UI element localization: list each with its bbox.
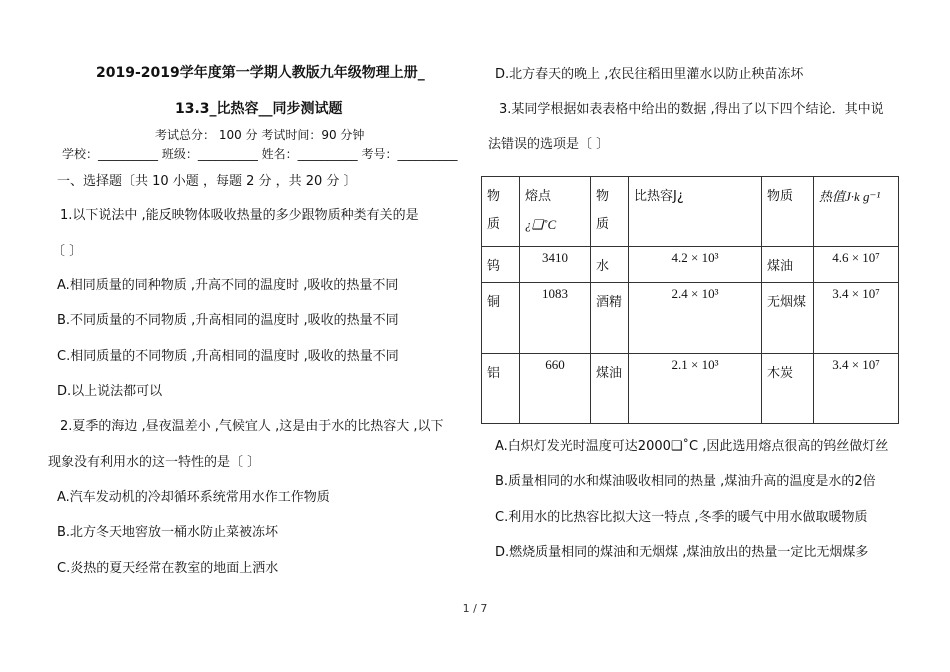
table-row (482, 283, 899, 354)
q2-option-c: C.炎热的夏天经常在教室的地面上洒水 (57, 561, 279, 576)
header-substance-3: 物质 (762, 177, 814, 247)
header-heat-value: 热值J·k g⁻¹ (814, 177, 899, 247)
row2-substance-2: 酒精 (591, 283, 629, 354)
header-substance-1: 物 质 (482, 177, 520, 247)
q3-stem-line-1: 3.某同学根据如表表格中给出的数据 ,得出了以下四个结论．其中说 (499, 102, 884, 117)
q2-option-b: B.北方冬天地窖放一桶水防止菜被冻坏 (57, 525, 279, 540)
section-heading: 一、选择题〔共 10 小题 ，每题 2 分 ，共 20 分 〕 (57, 174, 357, 189)
row3-melting: 660 (520, 354, 591, 424)
q2-option-d: D.北方春天的晚上 ,农民往稻田里灌水以防止秧苗冻坏 (495, 67, 804, 82)
q1-option-a: A.相同质量的同种物质 ,升高不同的温度时 ,吸收的热量不同 (57, 278, 399, 293)
header-melting-unit: ¿❑˚C (525, 217, 557, 232)
row2-substance-1: 铜 (482, 283, 520, 354)
q3-option-c: C.利用水的比热容比拟大这一特点 ,冬季的暖气中用水做取暖物质 (495, 510, 868, 525)
exam-info: 考试总分： 100 分 考试时间：90 分钟 (155, 128, 365, 142)
header-specific-heat: 比热容J¿ (629, 177, 762, 247)
table-row (482, 247, 899, 283)
q3-stem-line-2: 法错误的选项是〔 〕 (488, 137, 610, 152)
row2-specific-heat: 2.4 × 10³ (629, 283, 762, 354)
row3-heat-value: 3.4 × 10⁷ (814, 354, 899, 424)
q1-option-b: B.不同质量的不同物质 ,升高相同的温度时 ,吸收的热量不同 (57, 313, 399, 328)
row3-specific-heat: 2.1 × 10³ (629, 354, 762, 424)
header-melting-label: 熔点 (525, 189, 552, 204)
q3-option-d: D.燃烧质量相同的煤油和无烟煤 ,煤油放出的热量一定比无烟煤多 (495, 545, 869, 560)
q2-option-a: A.汽车发动机的冷却循环系统常用水作工作物质 (57, 490, 330, 505)
row3-substance-2: 煤油 (591, 354, 629, 424)
row3-substance-3: 木炭 (762, 354, 814, 424)
row1-substance-2: 水 (591, 247, 629, 283)
row1-specific-heat: 4.2 × 10³ (629, 247, 762, 283)
header-melting-point (520, 177, 591, 247)
row1-heat-value: 4.6 × 10⁷ (814, 247, 899, 283)
table-header-row (482, 177, 899, 247)
q1-option-c: C.相同质量的不同物质 ,升高相同的温度时 ,吸收的热量不同 (57, 349, 399, 364)
title-line-1: 2019-2019学年度第一学期人教版九年级物理上册_ (96, 65, 425, 81)
row3-substance-1: 铝 (482, 354, 520, 424)
q1-stem: 1.以下说法中 ,能反映物体吸收热量的多少跟物质种类有关的是 (60, 208, 419, 223)
row2-heat-value: 3.4 × 10⁷ (814, 283, 899, 354)
student-fields: 学校：__________ 班级：__________ 姓名：__________ 考号：__________ (62, 147, 458, 161)
row2-substance-3: 无烟煤 (762, 283, 814, 354)
row2-melting: 1083 (520, 283, 591, 354)
q3-option-a: A.白炽灯发光时温度可达2000❑˚C ,因此选用熔点很高的钨丝做灯丝 (495, 439, 889, 454)
q1-option-d: D.以上说法都可以 (57, 384, 163, 399)
title-line-2: 13.3_比热容__同步测试题 (175, 101, 343, 117)
q2-stem-line-1: 2.夏季的海边 ,昼夜温差小 ,气候宜人 ,这是由于水的比热容大 ,以下 (60, 419, 444, 434)
data-table (481, 176, 899, 424)
q1-bracket: 〔 〕 (52, 244, 83, 259)
table-row (482, 354, 899, 424)
header-substance-2: 物 质 (591, 177, 629, 247)
row1-melting: 3410 (520, 247, 591, 283)
page-number: 1 / 7 (462, 602, 488, 615)
q3-option-b: B.质量相同的水和煤油吸收相同的热量 ,煤油升高的温度是水的2倍 (495, 474, 876, 489)
q2-stem-line-2: 现象没有利用水的这一特性的是〔 〕 (48, 455, 261, 470)
row1-substance-1: 钨 (482, 247, 520, 283)
row1-substance-3: 煤油 (762, 247, 814, 283)
